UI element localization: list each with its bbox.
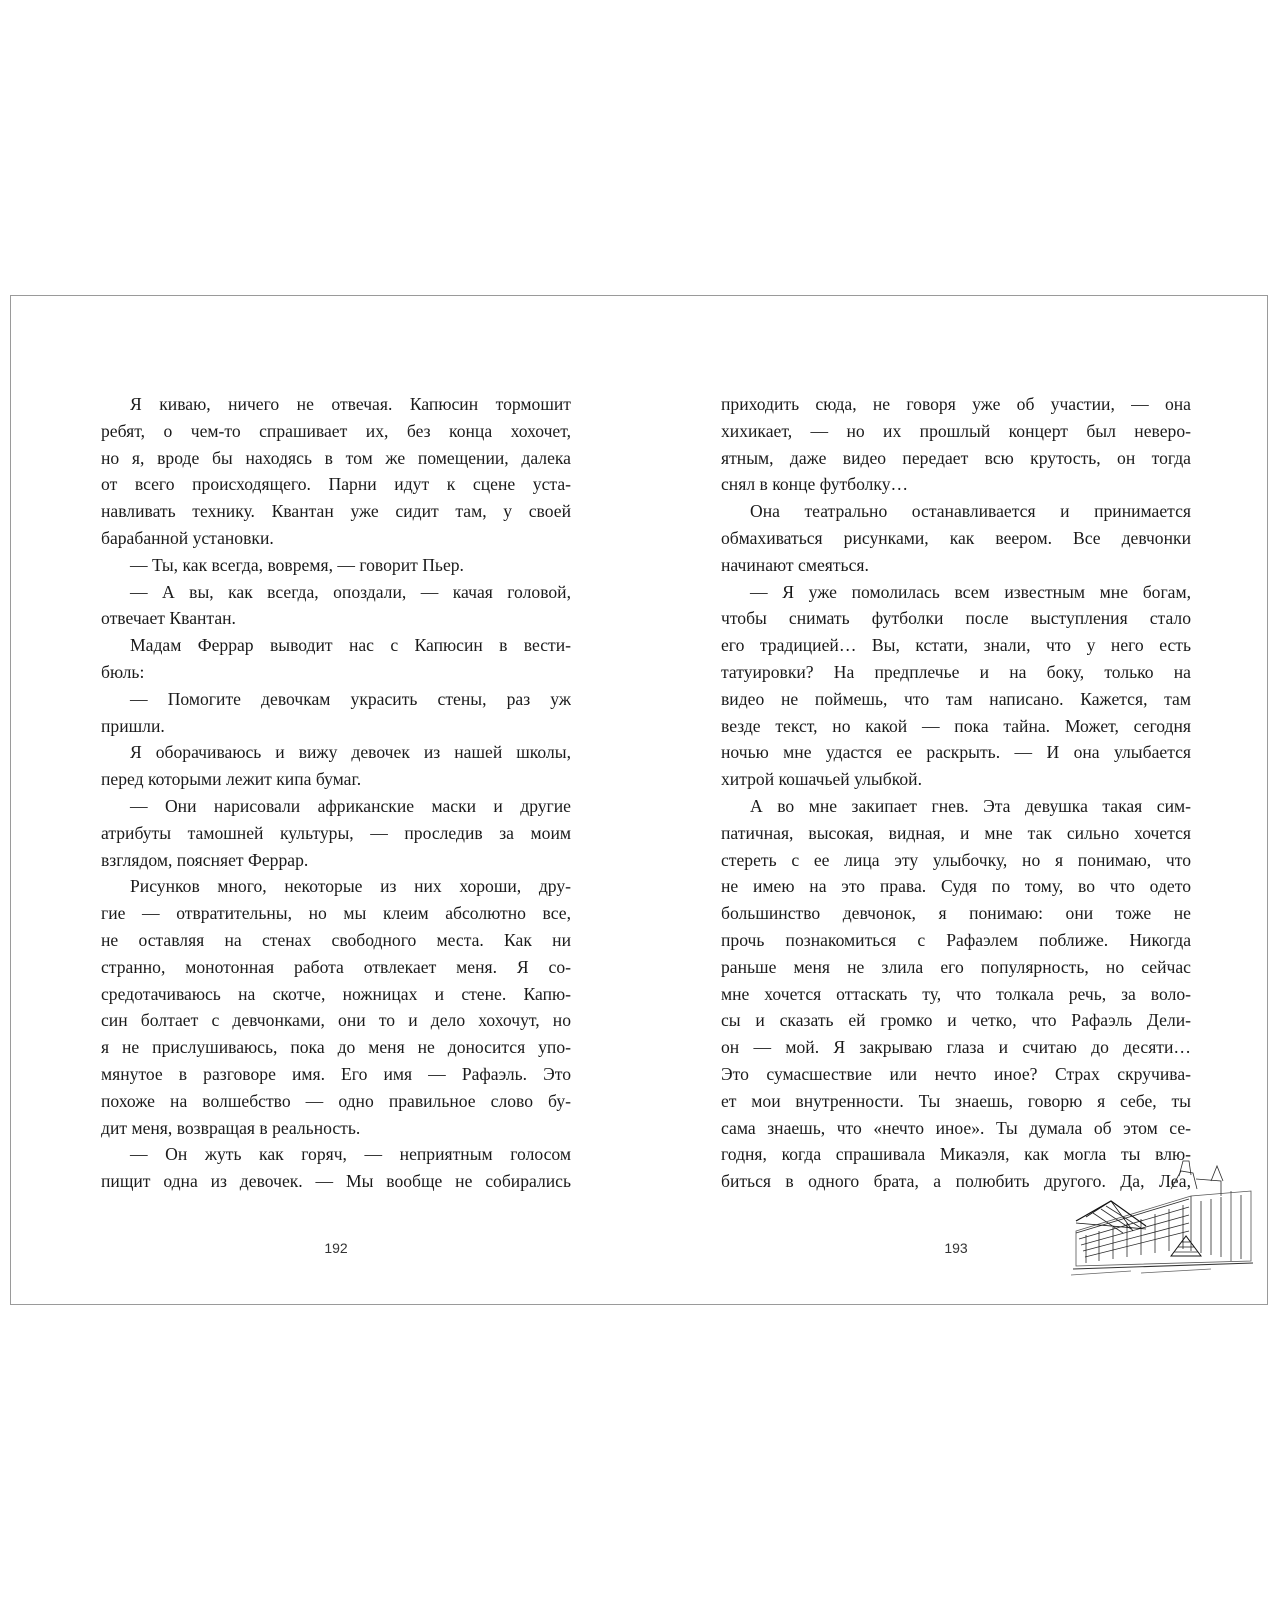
text-line: прочь познакомиться с Рафаэлем поближе. Никогда	[721, 929, 1191, 950]
text-line: его традицией… Вы, кстати, знали, что у него есть	[721, 635, 1191, 656]
text-line: Я оборачиваюсь и вижу девочек из нашей школы,	[130, 742, 571, 763]
text-line: он — мой. Я закрываю глаза и считаю до десяти…	[721, 1037, 1191, 1058]
louvre-pyramid-sketch-icon	[1071, 1151, 1256, 1281]
text-line: татуировки? На предплечье и на боку, только на	[721, 661, 1191, 682]
text-line: странно, монотонная работа отвлекает меня. Я со-	[101, 956, 571, 977]
text-line: сама знаешь, что «нечто иное». Ты думала об этом се-	[721, 1117, 1191, 1138]
text-line: — Ты, как всегда, вовремя, — говорит Пьер.	[130, 554, 464, 575]
text-line: Она театрально останавливается и принимается	[750, 501, 1191, 522]
text-line: большинство девчонок, я понимаю: они тоже не	[721, 903, 1191, 924]
text-line: атрибуты тамошней культуры, — проследив за моим	[101, 822, 571, 843]
text-line: годня, когда спрашивала Микаэля, как могла ты влю-	[721, 1144, 1191, 1165]
page-number-right: 193	[944, 1240, 968, 1256]
text-line: сы и сказать ей громко и четко, что Рафаэль Дели-	[721, 1010, 1191, 1031]
text-line: но я, вроде бы находясь в том же помещении, далека	[101, 447, 571, 468]
text-line: бюль:	[101, 661, 145, 682]
text-line: мне хочется оттаскать ту, что толкала речь, за воло-	[721, 983, 1191, 1004]
text-line: перед которыми лежит кипа бумаг.	[101, 769, 362, 790]
text-line: раньше меня не злила его популярность, но сейчас	[721, 956, 1191, 977]
right-page	[721, 391, 1191, 1195]
text-line: снял в конце футболку…	[721, 474, 909, 495]
text-line: ет мои внутренности. Ты знаешь, говорю я себе, ты	[721, 1090, 1191, 1111]
text-line: пришли.	[101, 715, 165, 736]
text-line: от всего происходящего. Парни идут к сцене уста-	[101, 474, 571, 495]
book-spread	[10, 295, 1268, 1305]
text-line: — Я уже помолилась всем известным мне богам,	[750, 581, 1191, 602]
text-line: я не прислушиваюсь, пока до меня не доносится упо-	[101, 1037, 571, 1058]
text-line: — А вы, как всегда, опоздали, — качая головой,	[130, 581, 571, 602]
text-line: патичная, высокая, видная, и мне так сильно хочется	[721, 822, 1191, 843]
text-line: — Помогите девочкам украсить стены, раз уж	[130, 688, 571, 709]
text-line: А во мне закипает гнев. Эта девушка такая сим-	[750, 795, 1191, 816]
text-line: Я киваю, ничего не отвечая. Капюсин тормошит	[130, 394, 571, 414]
text-line: ятным, даже видео передает всю крутость, он тогда	[721, 447, 1191, 468]
text-line: чтобы снимать футболки после выступления стало	[721, 608, 1191, 629]
text-line: видео не поймешь, что там написано. Кажется, там	[721, 688, 1191, 709]
text-line: пищит одна из девочек. — Мы вообще не собирались	[101, 1171, 571, 1192]
text-line: — Они нарисовали африканские маски и другие	[130, 795, 571, 816]
text-line: средотачиваюсь на скотче, ножницах и стене. Капю-	[101, 983, 571, 1004]
text-line: отвечает Квантан.	[101, 608, 236, 629]
text-line: дит меня, возвращая в реальность.	[101, 1117, 361, 1138]
text-line: навливать технику. Квантан уже сидит там, у своей	[101, 501, 571, 522]
text-line: не имею на это права. Судя по тому, во что одето	[721, 876, 1191, 897]
text-line: гие — отвратительны, но мы клеим абсолютно все,	[101, 903, 571, 924]
text-line: везде текст, но какой — пока тайна. Может, сегодня	[721, 715, 1191, 736]
text-line: Мадам Феррар выводит нас с Капюсин в вести-	[130, 635, 571, 656]
page-number-left: 192	[324, 1240, 348, 1256]
text-line: хихикает, — но их прошлый концерт был неверо-	[721, 420, 1191, 441]
text-line: биться в одного брата, а полюбить другого. Да, Леа,	[721, 1171, 1191, 1192]
text-line: приходить сюда, не говоря уже об участии, — она	[721, 394, 1191, 414]
text-line: взглядом, поясняет Феррар.	[101, 849, 309, 870]
text-line: не оставляя на стенах свободного места. Как ни	[101, 929, 571, 950]
text-line: ребят, о чем-то спрашивает их, без конца хохочет,	[101, 420, 571, 441]
text-line: начинают смеяться.	[721, 554, 869, 575]
text-line: — Он жуть как горяч, — неприятным голосом	[130, 1144, 571, 1165]
text-line: Это сумасшествие или нечто иное? Страх скручива-	[721, 1063, 1191, 1084]
text-line: хитрой кошачьей улыбкой.	[721, 769, 922, 790]
text-line: мянутое в разговоре имя. Его имя — Рафаэль. Это	[101, 1063, 571, 1084]
text-line: син болтает с девчонками, они то и дело хохочут, но	[101, 1010, 571, 1031]
left-page	[101, 391, 571, 1195]
text-line: стереть с ее лица эту улыбочку, но я понимаю, что	[721, 849, 1191, 870]
text-line: ночью мне удастся ее раскрыть. — И она улыбается	[721, 742, 1191, 763]
text-line: похоже на волшебство — одно правильное слово бу-	[101, 1090, 571, 1111]
text-line: Рисунков много, некоторые из них хороши, дру-	[130, 876, 571, 897]
text-line: обмахиваться рисунками, как веером. Все девчонки	[721, 527, 1191, 548]
text-line: барабанной установки.	[101, 527, 274, 548]
